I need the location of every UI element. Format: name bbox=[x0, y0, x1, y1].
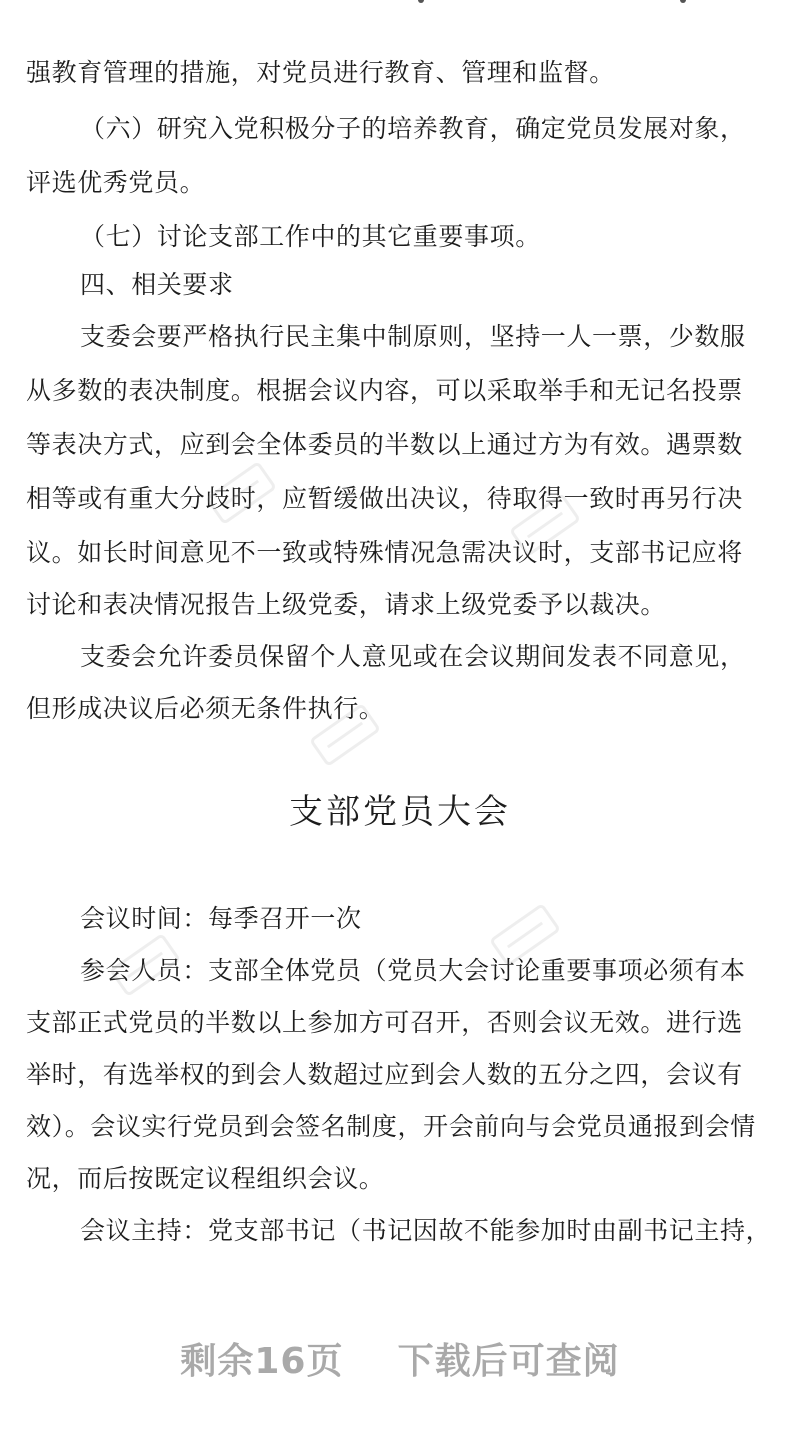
paragraph-line: 讨论和表决情况报告上级党委，请求上级党委予以裁决。 bbox=[26, 590, 667, 619]
paragraph-line: 支部正式党员的半数以上参加方可召开，否则会议无效。进行选 bbox=[26, 1008, 743, 1037]
attendees-line: 参会人员：支部全体党员（党员大会讨论重要事项必须有本 bbox=[80, 956, 746, 985]
remaining-pages-notice[interactable]: 剩余16页 下载后可查阅 bbox=[180, 1341, 620, 1382]
meeting-time-line: 会议时间：每季召开一次 bbox=[80, 904, 362, 933]
paragraph-line: 强教育管理的措施，对党员进行教育、管理和监督。 bbox=[26, 58, 615, 87]
section-title: 支部党员大会 bbox=[289, 792, 511, 832]
paragraph-line: 举时，有选举权的到会人数超过应到会人数的五分之四，会议有 bbox=[26, 1060, 743, 1089]
paragraph-line: 等表决方式，应到会全体委员的半数以上通过方为有效。遇票数 bbox=[26, 430, 743, 459]
paragraph-line: 支委会允许委员保留个人意见或在会议期间发表不同意见， bbox=[80, 642, 746, 671]
paragraph-line: 效）。会议实行党员到会签名制度，开会前向与会党员通报到会情 bbox=[26, 1112, 756, 1141]
paragraph-line: （七）讨论支部工作中的其它重要事项。 bbox=[80, 222, 541, 251]
paragraph-line: 议。如长时间意见不一致或特殊情况急需决议时，支部书记应将 bbox=[26, 538, 743, 567]
paragraph-line: 相等或有重大分歧时，应暂缓做出决议，待取得一致时再另行决 bbox=[26, 484, 743, 513]
paragraph-line: 评选优秀党员。 bbox=[26, 168, 206, 197]
paragraph-line: 从多数的表决制度。根据会议内容，可以采取举手和无记名投票 bbox=[26, 376, 743, 405]
meeting-host-line: 会议主持：党支部书记（书记因故不能参加时由副书记主持， bbox=[80, 1216, 772, 1245]
section-heading: 四、相关要求 bbox=[80, 270, 234, 299]
paragraph-line: 况，而后按既定议程组织会议。 bbox=[26, 1164, 385, 1193]
top-cut-off-text bbox=[0, 0, 800, 4]
paragraph-line: 但形成决议后必须无条件执行。 bbox=[26, 694, 385, 723]
paragraph-line: 支委会要严格执行民主集中制原则，坚持一人一票，少数服 bbox=[80, 322, 746, 351]
paragraph-line: （六）研究入党积极分子的培养教育，确定党员发展对象， bbox=[80, 114, 746, 143]
